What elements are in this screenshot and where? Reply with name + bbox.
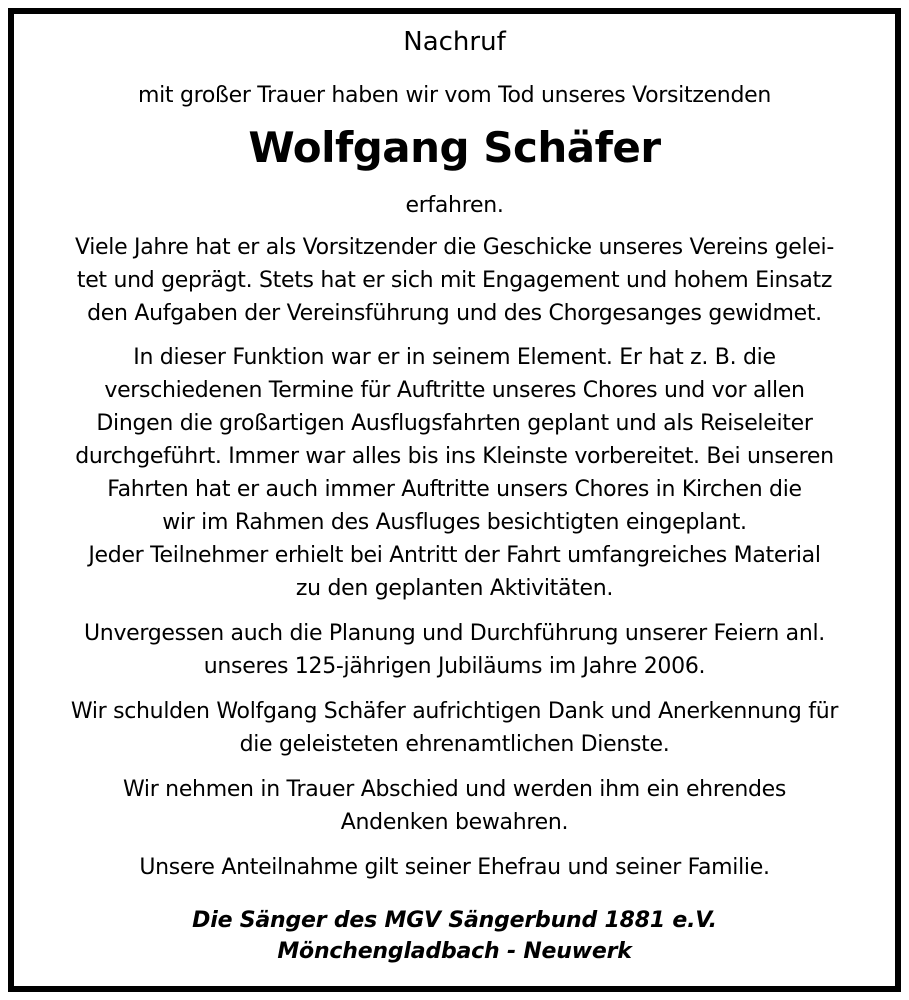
paragraph2-line: durchgeführt. Immer war alles bis ins Kleinste vorbereitet. Bei unseren [75,444,834,469]
paragraph2-line: zu den geplanten Aktivitäten. [295,576,614,601]
paragraph1-line: Viele Jahre hat er als Vorsitzender die Geschicke unseres Vereins gelei- [74,235,835,260]
intro-line: mit großer Trauer haben wir vom Tod unseres Vorsitzenden [137,83,771,108]
signature-line: Die Sänger des MGV Sängerbund 1881 e.V. [192,908,717,933]
paragraph1-line: tet und geprägt. Stets hat er sich mit Engagement und hohem Einsatz [76,268,833,293]
paragraph1-line: den Aufgaben der Vereinsführung und des Chorgesanges gewidmet. [87,301,822,326]
paragraph2-line: verschiedenen Termine für Auftritte unseres Chores und vor allen [104,378,805,403]
paragraph5-line: Wir nehmen in Trauer Abschied und werden ihm ein ehrendes [122,777,787,802]
paragraph3-line: Unvergessen auch die Planung und Durchführung unserer Feiern anl. [84,621,825,646]
paragraph2-line: Jeder Teilnehmer erhielt bei Antritt der Fahrt umfangreiches Material [88,543,821,568]
after-name-line: erfahren. [405,193,504,218]
deceased-name: Wolfgang Schäfer [248,123,661,172]
paragraph2-line: In dieser Funktion war er in seinem Element. Er hat z. B. die [133,345,776,370]
notice-heading: Nachruf [403,27,506,57]
paragraph4-line: Wir schulden Wolfgang Schäfer aufrichtigen Dank und Anerkennung für [70,699,839,724]
paragraph5-line: Andenken bewahren. [340,810,569,835]
paragraph2-line: wir im Rahmen des Ausfluges besichtigten eingeplant. [162,510,747,535]
signature-line: Mönchengladbach - Neuwerk [277,939,632,964]
paragraph4-line: die geleisteten ehrenamtlichen Dienste. [239,732,670,757]
paragraph3-line: unseres 125-jährigen Jubiläums im Jahre 2006. [203,654,706,679]
paragraph2-line: Fahrten hat er auch immer Auftritte unsers Chores in Kirchen die [107,477,802,502]
paragraph2-line: Dingen die großartigen Ausflugsfahrten geplant und als Reiseleiter [96,411,813,436]
paragraph6-line: Unsere Anteilnahme gilt seiner Ehefrau und seiner Familie. [139,855,770,880]
